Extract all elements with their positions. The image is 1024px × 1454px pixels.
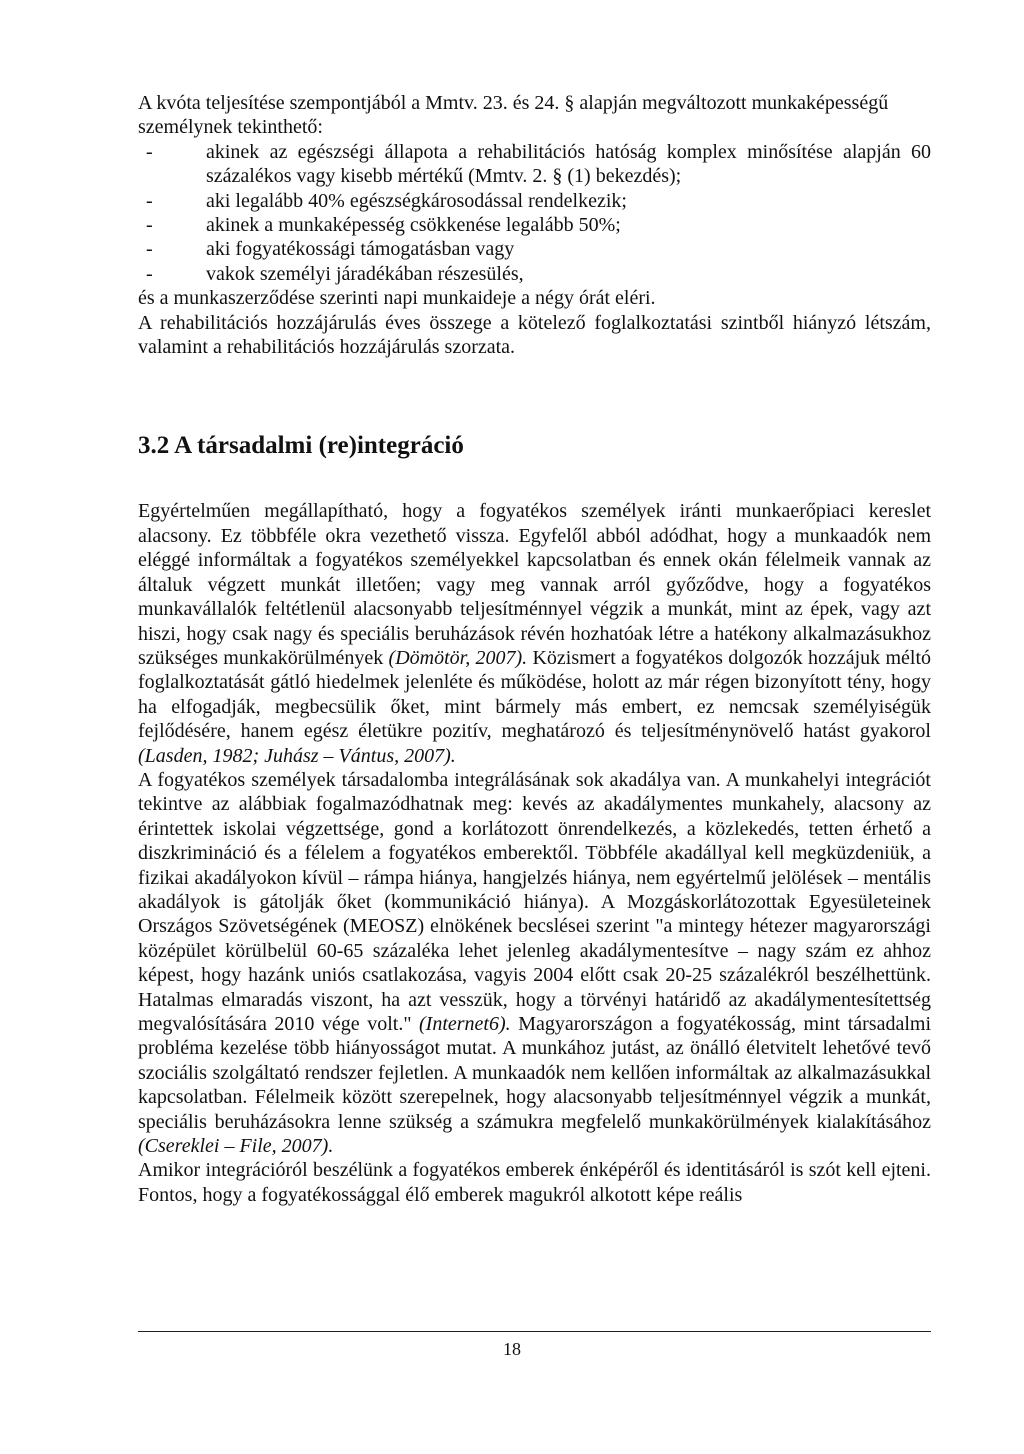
- list-item: [138, 237, 931, 261]
- paragraph-text: Magyarországon a fogyatékosság, mint társadalmi probléma kezelése több hiányosságot mutat. A munkához jutást, az önálló életvitelt lehetővé tevő szociális szolgáltató rendszer fejletlen. A munkaadók nem kellően informáltak az alkalmazásukkal kapcsolatban. Félelmeik között szerepelnek, hogy alacsonyabb teljesítménnyel végzik a munkát, speciális beruházásokra lenne szükség a számukra megfelelő munkakörülmények kialakításához: [138, 1013, 931, 1133]
- list-item-text: akinek az egészségi állapota a rehabilitációs hatóság komplex minősítése alapján 60 százalékos vagy kisebb mértékű (Mmtv. 2. § (1) bekezdés);: [206, 140, 931, 188]
- paragraph-text: A fogyatékos személyek társadalomba integrálásának sok akadálya van. A munkahelyi integrációt tekintve az alábbiak fogalmazódhatnak meg: kevés az akadálymentes munkahely, alacsony az érintettek iskolai végzettsége, gond a korlátozott önrendelkezés, a közlekedés, tetten érhető a diszkrimináció és a félelem a fogyatékos emberektől. Többféle akadállyal kell megküzdeniük, a fizikai akadályokon kívül – rámpa hiánya, hangjelzés hiánya, nem egyértelmű jelölések – mentális akadályok is gátolják őket (kommunikáció hiánya). A Mozgáskorlátozottak Egyesületeinek Országos Szövetségének (MEOSZ) elnökének becslései szerint "a mintegy hétezer magyarországi középület körülbelül 60-65 százaléka lehet jelenleg akadálymentesítve – nagy szám ez ahhoz képest, hogy hazánk uniós csatlakozása, vagyis 2004 előtt csak 20-25 százalékról beszélhettünk. Hatalmas elmaradás viszont, ha azt vesszük, hogy a törvényi határidő az akadálymentesítettség megvalósítására 2010 vége volt.": [138, 768, 931, 1035]
- list-item-text: vakok személyi járadékában részesülés,: [206, 262, 524, 285]
- citation: (Dömötör, 2007).: [388, 646, 528, 669]
- paragraph-text: Egyértelműen megállapítható, hogy a fogyatékos személyek iránti munkaerőpiaci kereslet alacsony. Ez többféle okra vezethető vissza. Egyfelől abból adódhat, hogy a munkaadók nem eléggé informáltak a fogyatékos személyekkel kapcsolatban és ennek okán félelmeik vannak az általuk végzett munkát illetően; vagy meg vannak arról győződve, hogy a fogyatékos munkavállalók feltétlenül alacsonyabb teljesítménnyel végzik a munkát, mint az épek, vagy azt hiszi, hogy csak nagy és speciális beruházások révén hozhatóak létre a hatékony alkalmazásukhoz szükséges munkakörülmények: [138, 500, 931, 669]
- list-item: [138, 213, 931, 237]
- page-number: 18: [503, 1339, 521, 1359]
- dash-bullet: -: [146, 262, 153, 285]
- page-body: [138, 91, 931, 1207]
- paragraph-text: Közismert a fogyatékos dolgozók hozzájuk méltó foglalkoztatását gátló hiedelmek jelenléte és működése, holott az már régen bizonyított tény, hogy ha elfogadják, megbecsülik őket, mint bármely más embert, ez nemcsak személyiségük fejlődésére, hanem egész életükre pozitív, meghatározó és teljesítménynövelő hatást gyakorol: [138, 646, 931, 743]
- list-item-text: akinek a munkaképesség csökkenése legalább 50%;: [206, 214, 621, 237]
- dash-bullet: -: [146, 189, 153, 212]
- quota-closing: és a munkaszerződése szerinti napi munkaideje a négy órát eléri.: [138, 287, 656, 310]
- paragraph-demand: [138, 499, 931, 767]
- paragraph-obstacles: [138, 768, 931, 1159]
- citation: (Internet6).: [419, 1013, 511, 1035]
- eligibility-list: [138, 140, 931, 286]
- list-item: [138, 189, 931, 213]
- section-heading: 3.2 A társadalmi (re)integráció: [138, 432, 464, 460]
- contribution-paragraph: A rehabilitációs hozzájárulás éves összege a kötelező foglalkoztatási szintből hiányzó létszám, valamint a rehabilitációs hozzájárulás szorzata.: [138, 311, 931, 359]
- list-item-text: aki fogyatékossági támogatásban vagy: [206, 238, 515, 261]
- citation: (Lasden, 1982; Juhász – Vántus, 2007).: [138, 744, 456, 767]
- footer-rule: [138, 1331, 931, 1332]
- list-item: [138, 262, 931, 286]
- list-item: [138, 140, 931, 189]
- dash-bullet: -: [146, 214, 153, 237]
- paragraph-self-image: Amikor integrációról beszélünk a fogyatékos emberek énképéről és identitásáról is szót kell ejteni. Fontos, hogy a fogyatékossággal élő emberek magukról alkotott képe reális: [138, 1159, 931, 1206]
- dash-bullet: -: [146, 140, 153, 163]
- citation: (Csereklei – File, 2007).: [138, 1135, 334, 1158]
- list-item-text: aki legalább 40% egészségkárosodással rendelkezik;: [206, 189, 627, 212]
- dash-bullet: -: [146, 238, 153, 261]
- quota-intro: A kvóta teljesítése szempontjából a Mmtv. 23. és 24. § alapján megváltozott munkaképességű személynek tekinthető:: [138, 92, 889, 139]
